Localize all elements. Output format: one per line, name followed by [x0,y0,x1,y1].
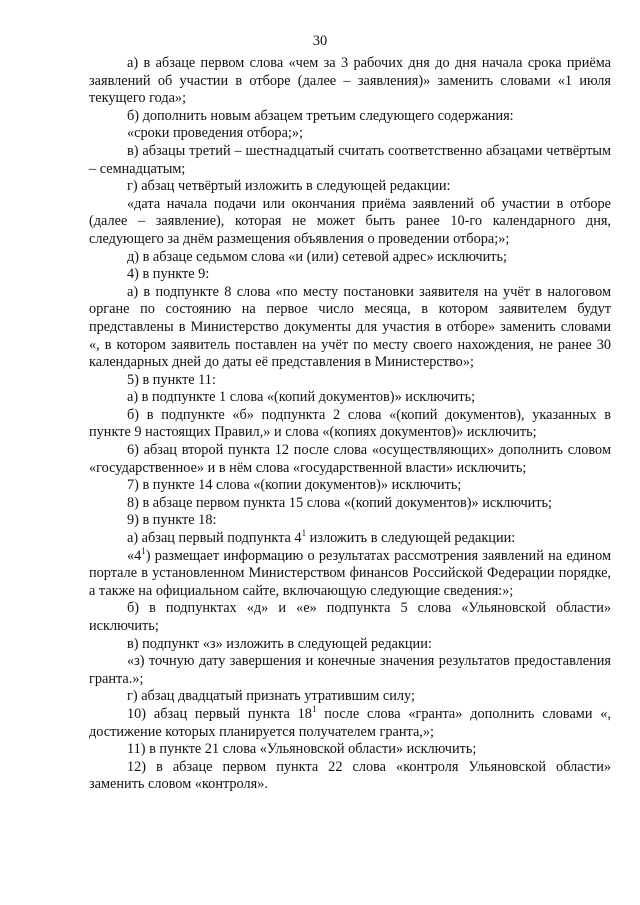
paragraph-text: а) абзац первый подпункта 4 [127,530,302,547]
paragraph-with-superscript [89,703,612,741]
paragraph: «сроки проведения отбора;»; [127,125,304,142]
paragraph: д) в абзаце седьмом слова «и (или) сетевой адрес» исключить; [127,248,507,265]
paragraph: б) в подпункте «б» подпункта 2 слова «(копий документов), указанных в пункте 9 настоящих Правил,» и слова «(копиях документов)» исключить; [89,406,611,441]
paragraph: г) абзац четвёртый изложить в следующей редакции: [127,178,451,195]
paragraph: «з) точную дату завершения и конечные значения результатов предоставления гранта.»; [89,653,611,687]
paragraph: б) дополнить новым абзацем третьим следующего содержания: [127,107,514,124]
paragraph: «дата начала подачи или окончания приёма заявлений об участии в отборе (далее – заявление), которая не может быть ранее 10-го календарного дня, следующего за днём размещения объявления о проведении отбора;»; [89,195,611,247]
paragraph: 4) в пункте 9: [127,266,210,283]
paragraph: 7) в пункте 14 слова «(копии документов)» исключить; [127,477,462,494]
paragraph: 12) в абзаце первом пункта 22 слова «контроля Ульяновской области» заменить словом «контроля». [89,758,611,793]
paragraph: 11) в пункте 21 слова «Ульяновской области» исключить; [127,741,477,758]
paragraph: 5) в пункте 11: [127,371,216,388]
paragraph-text: после слова «гранта» дополнить словами «, достижение которых планируется получателем гранта,»; [89,705,612,740]
superscript: 1 [311,703,317,714]
superscript: 1 [301,528,307,539]
paragraph: 8) в абзаце первом пункта 15 слова «(копий документов)» исключить; [127,494,553,511]
page-number: 30 [312,33,328,49]
paragraph: в) абзацы третий – шестнадцатый считать соответственно абзацами четвёртым – семнадцатым; [89,142,611,177]
paragraph-text: «4 [127,547,142,564]
paragraph: а) в подпункте 8 слова «по месту постановки заявителя на учёт в налоговом органе по состоянию на первое число месяца, в котором заявителем будут представлены в Министерство документы для участия в отборе» заменить словами «, в котором заявитель поставлен на учёт по месту своего нахождения, не ранее 30 календарных дней до даты её представления в Министерство»; [89,283,611,371]
paragraph-with-superscript [89,530,611,548]
paragraph-text: ) размещает информацию о результатах рассмотрения заявлений на едином портале в установленном Министерством финансов Российской Федерации порядке, а также на официальном сайте, включающую следующие сведения:»; [89,547,611,599]
paragraph: г) абзац двадцатый признать утратившим силу; [127,688,415,705]
paragraph: 9) в пункте 18: [127,512,217,529]
paragraph: в) подпункт «з» изложить в следующей редакции: [127,635,432,652]
paragraph: а) в подпункте 1 слова «(копий документов)» исключить; [127,389,476,406]
paragraph: б) в подпунктах «д» и «е» подпункта 5 слова «Ульяновской области» исключить; [89,600,611,634]
paragraph-text: изложить в следующей редакции: [306,530,516,547]
paragraph-with-superscript [89,545,611,601]
superscript: 1 [141,545,146,556]
paragraph-text: 10) абзац первый пункта 18 [127,705,312,722]
paragraph: 6) абзац второй пункта 12 после слова «осуществляющих» дополнить словом «государственное» и в нём слова «государственной власти» исключить; [89,442,611,476]
paragraph: а) в абзаце первом слова «чем за 3 рабочих дня до дня начала срока приёма заявлений об участии в отборе (далее – заявления)» заменить словами «1 июля текущего года»; [89,55,611,107]
document-body [89,55,611,794]
